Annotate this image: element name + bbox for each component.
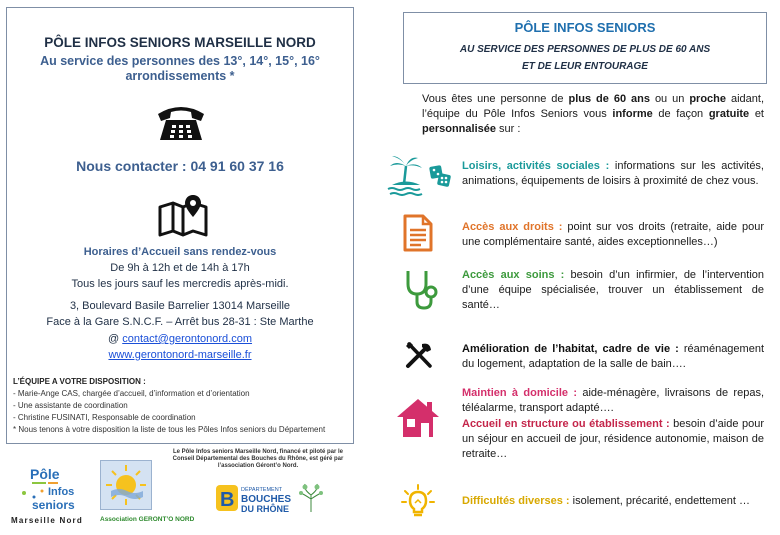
logo-pole-word: Pôle [30,466,60,482]
logo-marseille-word: Marseille Nord [11,516,83,525]
intro-bold: plus de 60 ans [568,93,650,105]
right-subtitle-2: ET DE LEUR ENTOURAGE [522,61,648,72]
team-member: - Christine FUSINATI, Responsable de coordination [13,413,196,422]
intro-bold: gratuite [708,108,750,120]
hours-title: Horaires d’Accueil sans rendez-vous [83,246,277,258]
team-member: - Une assistante de coordination [13,401,128,410]
info-item-label: Accès aux droits : [462,221,563,233]
right-title: PÔLE INFOS SENIORS [514,20,656,35]
hours-line-1: De 9h à 12h et de 14h à 17h [110,262,250,274]
svg-text:B: B [220,489,235,511]
intro-bold: personnalisée [422,123,496,135]
website-link[interactable]: www.gerontonord-marseille.fr [108,349,252,361]
telephone-icon [154,100,208,144]
association-label: Association GERONT’O NORD [100,516,195,523]
address-line-1: 3, Boulevard Basile Barrelier 13014 Marseille [69,300,291,312]
lightbulb-icon [400,483,436,519]
dept-word: DÉPARTEMENT [241,487,283,493]
info-item-text: besoin d’un infirmier, de l’intervention d’une équipe spécialisée, trouver un établissement de santé… [462,269,764,311]
pole-infos-seniors-logo [10,465,92,527]
info-item-label: Amélioration de l’habitat, cadre de vie : [462,343,679,355]
email-link[interactable]: contact@gerontonord.com [122,333,253,345]
right-subtitle-1: AU SERVICE DES PERSONNES DE PLUS DE 60 ANS [459,44,711,55]
left-title: PÔLE INFOS SENIORS MARSEILLE NORD [44,35,316,50]
intro-text: sur : [495,123,521,135]
info-item-text: besoin d’aide pour un séjour en accueil de jour, résidence autonomie, maison de retraite… [462,418,764,460]
intro-text: de façon [652,108,709,120]
info-item-housing [462,342,764,372]
intro-bold: proche [689,93,727,105]
hours-line-2: Tous les jours sauf les mercredis après-midi. [71,278,289,290]
info-item-text: point sur vos droits (retraite, aide pour une complémentaire santé, aides exceptionnelles…) [462,221,764,248]
intro-text: et [749,108,764,120]
team-footnote: * Nous tenons à votre disposition la liste de tous les Pôles Infos seniors du Département [13,425,326,434]
info-item-label: Loisirs, activités sociales : [462,160,610,172]
info-item-label: Difficultés diverses : [462,495,570,507]
intro-paragraph [422,92,764,137]
stethoscope-icon [403,268,439,312]
dept-bouches: BOUCHES [241,494,292,505]
info-item-text: isolement, précarité, endettement … [569,495,750,507]
info-item-home-support [462,386,764,416]
info-item-label: Accueil en structure ou établissement : [462,418,670,430]
intro-text: aidant, l’équipe du Pôle Infos Seniors vous [422,93,764,120]
info-item-leisure [462,159,764,189]
info-item-label: Accès aux soins : [462,269,565,281]
departement-logo [215,481,325,515]
house-icon [395,397,441,439]
info-item-text: réaménagement du logement, adaptation de la salle de bain…. [462,343,764,370]
left-panel [6,7,354,444]
contact-phone: Nous contacter : 04 91 60 37 16 [76,158,284,174]
team-member: - Marie-Ange CAS, chargée d’accueil, d’information et d’orientation [13,389,250,398]
info-item-difficulties [462,494,764,509]
email-line [7,333,353,345]
left-subtitle-2: arrondissements * [125,69,235,83]
right-header-panel [403,12,767,84]
intro-bold: informe [612,108,653,120]
funding-note [158,449,358,470]
info-item-label: Maintien à domicile : [462,387,577,399]
dice-icon [428,164,452,188]
team-title: L’ÉQUIPE A VOTRE DISPOSITION : [13,377,146,386]
tools-icon [404,340,434,370]
logo-infos-word: Infos [48,486,75,498]
funding-note-line: Conseil Départemental des Bouches du Rhône, est géré par [172,456,344,462]
info-item-rights [462,220,764,250]
email-prefix: @ [107,333,123,345]
info-item-text: aide-ménagère, livraisons de repas, téléalarme, transport adapté…. [462,387,764,414]
logo-seniors-word: seniors [32,498,75,512]
intro-text: ou un [649,93,690,105]
document-icon [403,214,433,252]
info-item-care [462,268,764,313]
left-subtitle-1: Au service des personnes des 13°, 14°, 15°, 16° [40,54,320,68]
address-line-2: Face à la Gare S.N.C.F. – Arrêt bus 28-31 : Ste Marthe [46,316,314,328]
website-line [7,349,353,361]
map-location-icon [157,193,209,237]
dept-rhone: DU RHÔNE [241,504,290,514]
info-item-establishment [462,417,764,462]
funding-note-line: Le Pôle Infos seniors Marseille Nord, financé et piloté par le [172,449,344,455]
info-item-text: informations sur les activités, animations, équipements de loisirs à proximité de chez vous. [462,160,764,187]
funding-note-line: l’association Géront’o Nord. [217,463,299,469]
intro-text: Vous êtes une personne de [422,93,569,105]
association-logo [100,460,152,510]
